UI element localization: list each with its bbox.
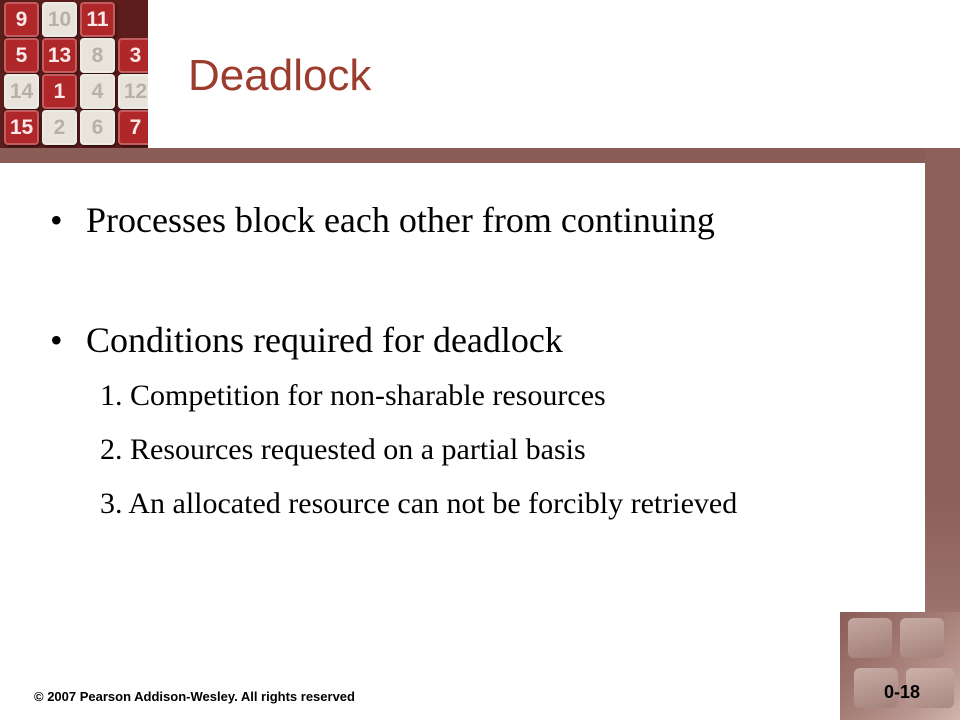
condition-item: 3. An allocated resource can not be forcibly retrieved bbox=[100, 487, 738, 520]
puzzle-tile: 14 bbox=[4, 74, 39, 109]
key-decoration bbox=[900, 618, 944, 658]
puzzle-tile: 11 bbox=[80, 2, 115, 37]
bullet-item bbox=[50, 198, 715, 242]
key-decoration bbox=[848, 618, 892, 658]
bullet-glyph: • bbox=[50, 200, 63, 240]
title-divider-band bbox=[0, 148, 960, 163]
sliding-puzzle-image bbox=[0, 0, 148, 148]
page-number: 0-18 bbox=[884, 682, 921, 702]
puzzle-tile: 5 bbox=[4, 38, 39, 73]
puzzle-tile: 10 bbox=[42, 2, 77, 37]
condition-item: 1. Competition for non-sharable resources bbox=[100, 379, 606, 412]
puzzle-tile: 3 bbox=[118, 38, 148, 73]
puzzle-tile: 1 bbox=[42, 74, 77, 109]
bullet-item bbox=[50, 318, 563, 362]
puzzle-tile: 15 bbox=[4, 110, 39, 145]
puzzle-tile: 4 bbox=[80, 74, 115, 109]
puzzle-tile: 9 bbox=[4, 2, 39, 37]
slide-title: Deadlock bbox=[188, 51, 372, 100]
condition-item: 2. Resources requested on a partial basis bbox=[100, 433, 586, 466]
puzzle-tile: 8 bbox=[80, 38, 115, 73]
puzzle-tile: 12 bbox=[118, 74, 148, 109]
puzzle-tile: 2 bbox=[42, 110, 77, 145]
puzzle-tile: 6 bbox=[80, 110, 115, 145]
bullet-text: Processes block each other from continuing bbox=[86, 200, 715, 240]
bullet-text: Conditions required for deadlock bbox=[86, 320, 563, 360]
puzzle-tile: 7 bbox=[118, 110, 148, 145]
bullet-glyph: • bbox=[50, 320, 63, 360]
copyright-footer: © 2007 Pearson Addison-Wesley. All rights reserved bbox=[34, 689, 355, 704]
puzzle-tile: 13 bbox=[42, 38, 77, 73]
